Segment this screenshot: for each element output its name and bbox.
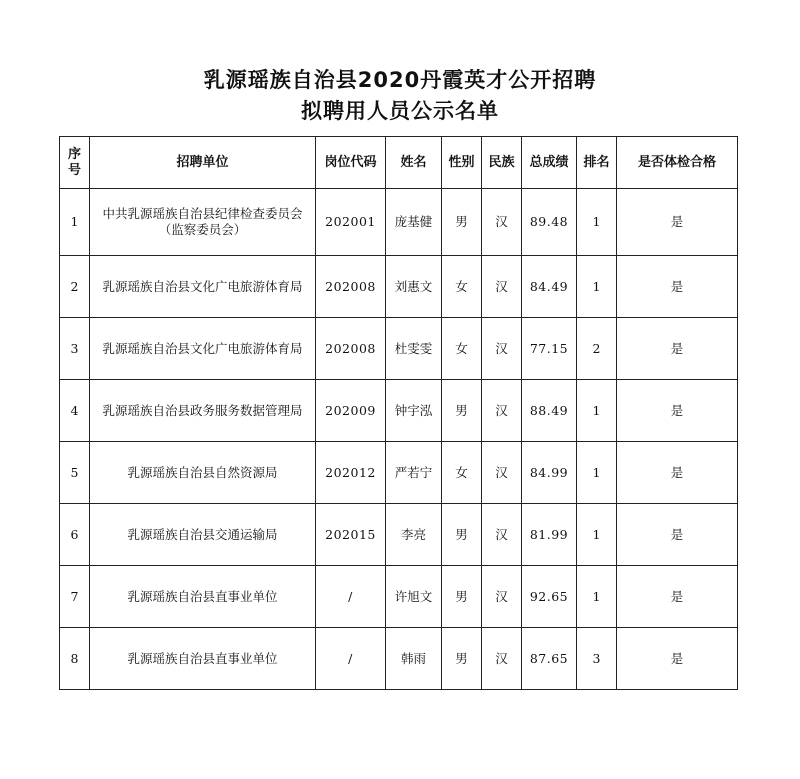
table-row xyxy=(60,566,738,628)
header-code: 岗位代码 xyxy=(316,137,386,189)
table-row xyxy=(60,189,738,256)
header-rank: 排名 xyxy=(577,137,617,189)
cell-unit: 乳源瑶族自治县文化广电旅游体育局 xyxy=(90,318,316,380)
cell-rank: 1 xyxy=(577,566,617,628)
document-title: 乳源瑶族自治县2020丹霞英才公开招聘 xyxy=(203,68,597,92)
cell-code: 202009 xyxy=(316,380,386,442)
header-seq: 序号 xyxy=(60,137,90,189)
cell-seq: 6 xyxy=(60,504,90,566)
cell-gender: 女 xyxy=(442,318,482,380)
cell-code: / xyxy=(316,566,386,628)
cell-medical: 是 xyxy=(617,380,738,442)
header-unit: 招聘单位 xyxy=(90,137,316,189)
cell-unit: 乳源瑶族自治县文化广电旅游体育局 xyxy=(90,256,316,318)
cell-ethnicity: 汉 xyxy=(482,380,522,442)
cell-name: 杜雯雯 xyxy=(386,318,442,380)
cell-ethnicity: 汉 xyxy=(482,566,522,628)
cell-unit: 乳源瑶族自治县自然资源局 xyxy=(90,442,316,504)
cell-seq: 3 xyxy=(60,318,90,380)
cell-seq: 4 xyxy=(60,380,90,442)
cell-code: 202008 xyxy=(316,318,386,380)
cell-score: 84.49 xyxy=(522,256,577,318)
cell-unit: 乳源瑶族自治县交通运输局 xyxy=(90,504,316,566)
cell-rank: 1 xyxy=(577,256,617,318)
table-body xyxy=(60,189,738,690)
cell-unit: 乳源瑶族自治县直事业单位 xyxy=(90,628,316,690)
document-subtitle: 拟聘用人员公示名单 xyxy=(301,99,499,123)
cell-score: 88.49 xyxy=(522,380,577,442)
cell-medical: 是 xyxy=(617,566,738,628)
cell-gender: 男 xyxy=(442,380,482,442)
cell-ethnicity: 汉 xyxy=(482,256,522,318)
cell-gender: 男 xyxy=(442,628,482,690)
header-name: 姓名 xyxy=(386,137,442,189)
cell-code: 202012 xyxy=(316,442,386,504)
header-medical: 是否体检合格 xyxy=(617,137,738,189)
cell-unit: 中共乳源瑶族自治县纪律检查委员会（监察委员会） xyxy=(90,189,316,256)
cell-ethnicity: 汉 xyxy=(482,504,522,566)
table-row xyxy=(60,380,738,442)
cell-seq: 1 xyxy=(60,189,90,256)
cell-score: 77.15 xyxy=(522,318,577,380)
cell-seq: 2 xyxy=(60,256,90,318)
cell-ethnicity: 汉 xyxy=(482,442,522,504)
cell-code: 202008 xyxy=(316,256,386,318)
cell-code: 202015 xyxy=(316,504,386,566)
table-row xyxy=(60,504,738,566)
cell-score: 89.48 xyxy=(522,189,577,256)
cell-name: 许旭文 xyxy=(386,566,442,628)
cell-medical: 是 xyxy=(617,256,738,318)
cell-name: 李亮 xyxy=(386,504,442,566)
cell-gender: 女 xyxy=(442,256,482,318)
cell-name: 韩雨 xyxy=(386,628,442,690)
table-row xyxy=(60,628,738,690)
cell-gender: 女 xyxy=(442,442,482,504)
table-header xyxy=(60,137,738,189)
cell-gender: 男 xyxy=(442,566,482,628)
cell-medical: 是 xyxy=(617,628,738,690)
header-ethnicity: 民族 xyxy=(482,137,522,189)
cell-seq: 8 xyxy=(60,628,90,690)
cell-unit: 乳源瑶族自治县政务服务数据管理局 xyxy=(90,380,316,442)
cell-score: 81.99 xyxy=(522,504,577,566)
cell-rank: 1 xyxy=(577,504,617,566)
cell-medical: 是 xyxy=(617,504,738,566)
cell-seq: 7 xyxy=(60,566,90,628)
cell-medical: 是 xyxy=(617,442,738,504)
cell-score: 84.99 xyxy=(522,442,577,504)
cell-rank: 1 xyxy=(577,442,617,504)
cell-code: / xyxy=(316,628,386,690)
cell-medical: 是 xyxy=(617,189,738,256)
header-gender: 性别 xyxy=(442,137,482,189)
cell-rank: 2 xyxy=(577,318,617,380)
cell-rank: 1 xyxy=(577,189,617,256)
cell-ethnicity: 汉 xyxy=(482,189,522,256)
cell-gender: 男 xyxy=(442,189,482,256)
table-row xyxy=(60,318,738,380)
cell-ethnicity: 汉 xyxy=(482,628,522,690)
cell-name: 庞基健 xyxy=(386,189,442,256)
cell-seq: 5 xyxy=(60,442,90,504)
cell-code: 202001 xyxy=(316,189,386,256)
hiring-roster-table xyxy=(59,136,738,690)
cell-name: 严若宁 xyxy=(386,442,442,504)
table-row xyxy=(60,442,738,504)
cell-name: 刘惠文 xyxy=(386,256,442,318)
cell-rank: 3 xyxy=(577,628,617,690)
cell-gender: 男 xyxy=(442,504,482,566)
header-row xyxy=(60,137,738,189)
header-score: 总成绩 xyxy=(522,137,577,189)
cell-unit: 乳源瑶族自治县直事业单位 xyxy=(90,566,316,628)
cell-ethnicity: 汉 xyxy=(482,318,522,380)
cell-score: 92.65 xyxy=(522,566,577,628)
table-row xyxy=(60,256,738,318)
cell-name: 钟宇泓 xyxy=(386,380,442,442)
cell-score: 87.65 xyxy=(522,628,577,690)
cell-rank: 1 xyxy=(577,380,617,442)
cell-medical: 是 xyxy=(617,318,738,380)
